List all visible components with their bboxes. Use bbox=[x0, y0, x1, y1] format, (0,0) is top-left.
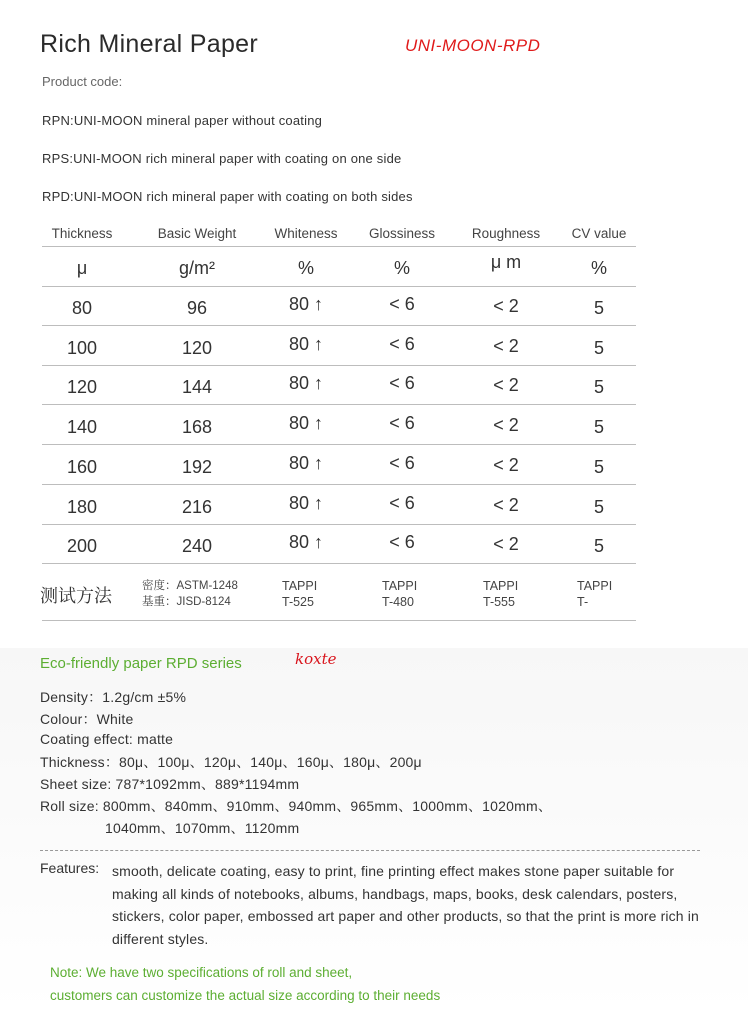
method-weight-line1: 密度：ASTM-1248 bbox=[142, 580, 238, 592]
method-cv bbox=[577, 578, 612, 610]
cell-glossiness: < 6 bbox=[389, 373, 415, 394]
cell-cv: 5 bbox=[593, 377, 604, 398]
table-row bbox=[42, 485, 636, 525]
cell-roughness: < 2 bbox=[493, 415, 519, 436]
test-method-row bbox=[42, 572, 636, 621]
cell-basic-weight: 120 bbox=[181, 337, 213, 358]
cell-whiteness: 80 ↑ bbox=[288, 294, 324, 314]
cell-thickness: 160 bbox=[66, 456, 98, 477]
cell-thickness: 100 bbox=[66, 337, 98, 358]
method-cv-line1: TAPPI bbox=[577, 579, 613, 593]
header-glossiness: Glossiness bbox=[368, 226, 436, 241]
unit-whiteness: % bbox=[297, 258, 314, 278]
cell-whiteness: 80 ↑ bbox=[288, 532, 324, 553]
method-glossiness bbox=[382, 578, 417, 610]
code-rps: RPS:UNI-MOON rich mineral paper with coating on one side bbox=[42, 151, 402, 166]
header-cv-value: CV value bbox=[571, 226, 627, 241]
cell-glossiness: < 6 bbox=[389, 492, 415, 513]
cell-whiteness: 80 ↑ bbox=[288, 452, 324, 473]
cell-roughness: < 2 bbox=[493, 534, 519, 555]
table-row bbox=[42, 286, 636, 326]
note-line-1: Note: We have two specifications of roll and sheet, bbox=[50, 965, 353, 980]
series-title: Eco-friendly paper RPD series bbox=[40, 655, 242, 672]
method-roughness-line1: TAPPI bbox=[483, 579, 519, 593]
cell-glossiness: < 6 bbox=[389, 532, 415, 553]
unit-thickness: μ bbox=[76, 258, 88, 278]
code-rpn: RPN:UNI-MOON mineral paper without coating bbox=[42, 113, 323, 128]
cell-cv: 5 bbox=[593, 337, 604, 358]
features-text: smooth, delicate coating, easy to print, fine printing effect makes stone paper suitable for making all kinds of notebooks, albums, handbags, maps, books, desk calendars, posters, stickers, color paper, embossed art paper and other products, so that the print is more rich in different styles. bbox=[112, 863, 699, 947]
cell-roughness: < 2 bbox=[493, 454, 519, 475]
divider bbox=[40, 850, 700, 851]
method-whiteness-line1: TAPPI bbox=[282, 579, 318, 593]
note-line-2: customers can customize the actual size according to their needs bbox=[50, 988, 441, 1003]
cell-glossiness: < 6 bbox=[389, 452, 415, 473]
spec-roll-size-cont: 1040mm、1070mm、1120mm bbox=[105, 820, 300, 836]
table-row bbox=[42, 524, 636, 564]
cell-cv: 5 bbox=[593, 536, 604, 557]
cell-glossiness: < 6 bbox=[389, 333, 415, 354]
cell-basic-weight: 240 bbox=[181, 536, 213, 557]
cell-basic-weight: 216 bbox=[181, 496, 213, 517]
table-row bbox=[42, 445, 636, 485]
cell-thickness: 140 bbox=[66, 417, 98, 438]
header-whiteness: Whiteness bbox=[274, 226, 338, 241]
cell-whiteness: 80 ↑ bbox=[288, 373, 324, 394]
unit-roughness: μ m bbox=[490, 252, 522, 272]
watermark-text: koxte bbox=[295, 650, 337, 668]
cell-whiteness: 80 ↑ bbox=[288, 333, 324, 354]
cell-roughness: < 2 bbox=[493, 335, 519, 356]
cell-thickness: 180 bbox=[66, 496, 98, 517]
method-glossiness-line2: T-480 bbox=[382, 595, 414, 609]
code-rpd: RPD:UNI-MOON rich mineral paper with coating on both sides bbox=[42, 189, 413, 204]
header-basic-weight: Basic Weight bbox=[157, 226, 237, 241]
features-label: Features: bbox=[40, 860, 100, 876]
table-row bbox=[42, 365, 636, 405]
cell-basic-weight: 192 bbox=[181, 456, 213, 477]
method-weight bbox=[142, 578, 238, 610]
cell-basic-weight: 168 bbox=[181, 417, 213, 438]
method-roughness-line2: T-555 bbox=[483, 595, 515, 609]
cell-cv: 5 bbox=[593, 298, 604, 318]
unit-cv: % bbox=[590, 258, 607, 278]
cell-whiteness: 80 ↑ bbox=[288, 413, 324, 434]
table-row bbox=[42, 326, 636, 366]
cell-basic-weight: 144 bbox=[181, 377, 213, 398]
spec-thickness: Thickness：80μ、100μ、120μ、140μ、160μ、180μ、200μ bbox=[40, 754, 422, 770]
spec-coating: Coating effect: matte bbox=[40, 731, 174, 747]
cell-cv: 5 bbox=[593, 417, 604, 438]
cell-roughness: < 2 bbox=[493, 494, 519, 515]
cell-glossiness: < 6 bbox=[389, 294, 415, 314]
cell-thickness: 80 bbox=[71, 298, 93, 318]
page-title: Rich Mineral Paper bbox=[40, 30, 258, 58]
cell-cv: 5 bbox=[593, 456, 604, 477]
cell-basic-weight: 96 bbox=[186, 298, 208, 318]
table-row bbox=[42, 405, 636, 445]
cell-glossiness: < 6 bbox=[389, 413, 415, 434]
method-whiteness bbox=[282, 578, 317, 610]
cell-cv: 5 bbox=[593, 496, 604, 517]
method-glossiness-line1: TAPPI bbox=[382, 579, 418, 593]
spec-roll-size: Roll size: 800mm、840mm、910mm、940mm、965mm、1000mm、1020mm、 bbox=[40, 798, 553, 814]
method-roughness bbox=[483, 578, 518, 610]
cell-roughness: < 2 bbox=[493, 296, 519, 316]
table-unit-row bbox=[42, 252, 636, 287]
spec-density: Density：1.2g/cm ±5% bbox=[40, 689, 187, 705]
test-method-label: 测试方法 bbox=[40, 586, 112, 606]
cell-whiteness: 80 ↑ bbox=[288, 492, 324, 513]
unit-basic-weight: g/m² bbox=[179, 258, 215, 278]
method-whiteness-line2: T-525 bbox=[282, 595, 314, 609]
spec-sheet-size: Sheet size: 787*1092mm、889*1194mm bbox=[40, 776, 300, 792]
header-roughness: Roughness bbox=[471, 226, 541, 241]
cell-thickness: 120 bbox=[66, 377, 98, 398]
cell-roughness: < 2 bbox=[493, 375, 519, 396]
spec-colour: Colour：White bbox=[40, 711, 134, 727]
header-thickness: Thickness bbox=[51, 226, 113, 241]
method-cv-line2: T- bbox=[577, 595, 589, 609]
method-weight-line2: 基重：JISD-8124 bbox=[142, 596, 231, 608]
unit-glossiness: % bbox=[393, 258, 410, 278]
cell-thickness: 200 bbox=[66, 536, 98, 557]
brand-code: UNI-MOON-RPD bbox=[405, 36, 541, 55]
product-code-label: Product code: bbox=[42, 74, 123, 89]
table-header-row bbox=[42, 226, 636, 247]
